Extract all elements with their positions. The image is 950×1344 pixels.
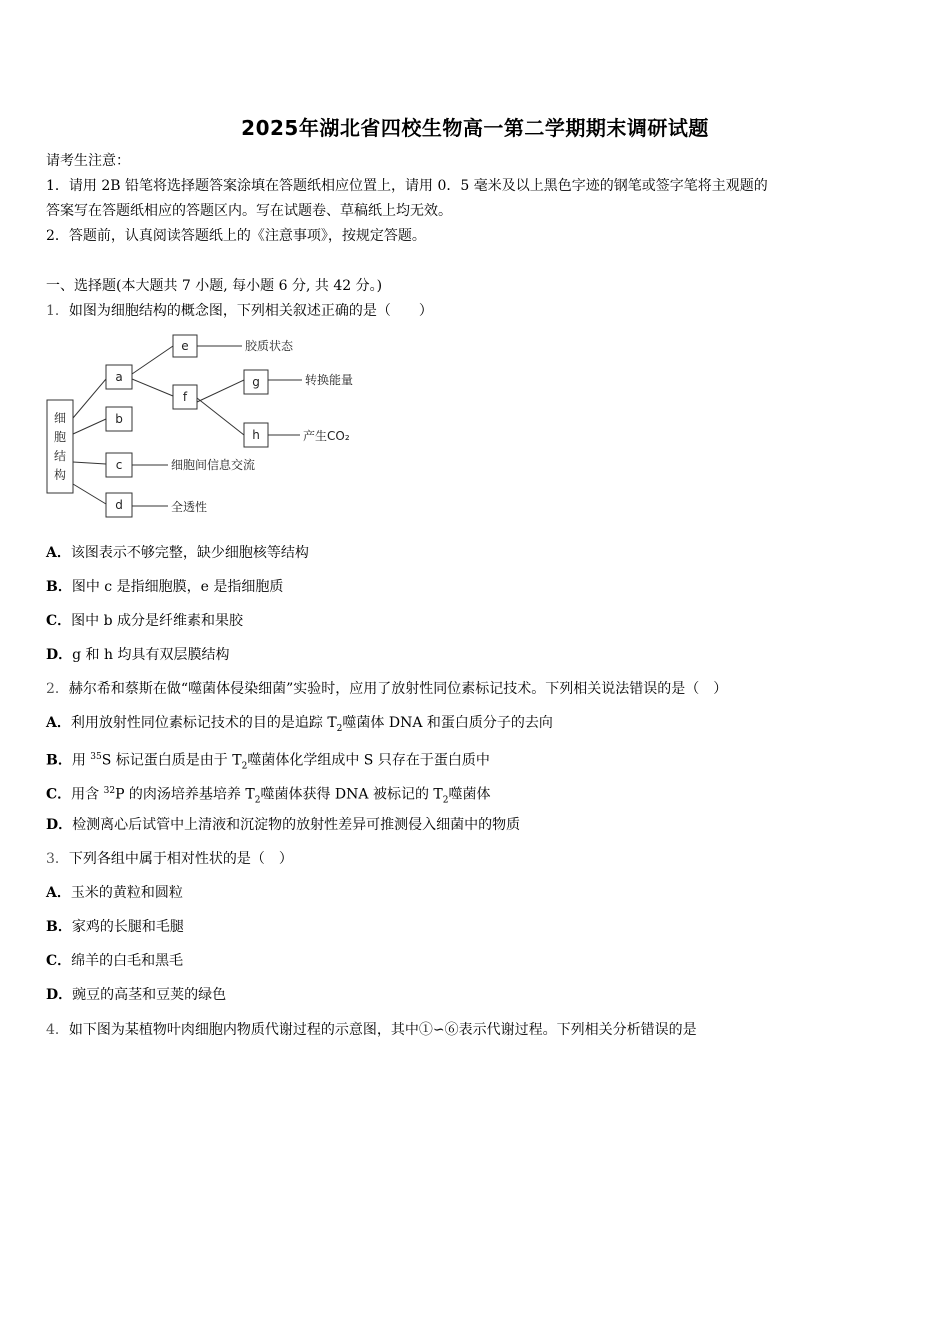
q2-option-c[interactable] (46, 781, 490, 810)
root-char-1: 细 (53, 411, 67, 425)
option-text-cont: S 标记蛋白质是由于 T (101, 752, 242, 769)
q1-option-a[interactable] (46, 543, 309, 563)
node-e: e (181, 339, 189, 353)
subscript: 2 (254, 795, 261, 806)
q1-option-d[interactable] (46, 645, 229, 665)
option-text-end: 噬菌体 (448, 786, 491, 803)
q1-option-c[interactable] (46, 611, 243, 631)
question-text: 下列各组中属于相对性状的是（ ） (68, 851, 293, 867)
notice-item-1: 1．请用 2B 铅笔将选择题答案涂填在答题纸相应位置上，请用 0．5 毫米及以上黑色字迹的钢笔或签字笔将主观题的 (46, 178, 768, 194)
label-g: 转换能量 (305, 373, 354, 387)
root-char-4: 构 (53, 468, 67, 482)
option-text: g 和 h 均具有双层膜结构 (72, 647, 230, 663)
question-2-stem (46, 679, 727, 699)
q3-option-c[interactable] (46, 951, 183, 971)
option-letter: B． (46, 752, 72, 769)
node-h: h (252, 428, 260, 442)
section-heading: 一、选择题(本大题共 7 小题, 每小题 6 分, 共 42 分。) (46, 278, 383, 294)
question-4-stem (46, 1020, 697, 1040)
option-text-end: 噬菌体化学组成中 S 只存在于蛋白质中 (247, 752, 490, 769)
option-letter: C． (46, 786, 72, 803)
superscript: 35 (90, 752, 102, 762)
option-text: 图中 b 成分是纤维素和果胶 (71, 613, 244, 629)
page-title: 2025年湖北省四校生物高一第二学期期末调研试题 (241, 116, 709, 140)
root-char-3: 结 (53, 449, 67, 463)
question-text: 如下图为某植物叶肉细胞内物质代谢过程的示意图，其中①∽⑥表示代谢过程。下列相关分析错误的是 (68, 1022, 697, 1038)
node-c: c (115, 458, 123, 472)
option-text-cont: P 的肉汤培养基培养 T (115, 786, 255, 803)
q3-option-b[interactable] (46, 917, 184, 937)
option-letter: A． (46, 715, 71, 731)
root-char-2: 胞 (53, 430, 67, 444)
notice-heading: 请考生注意： (46, 153, 130, 169)
option-letter: B． (46, 579, 72, 595)
node-f: f (182, 390, 188, 404)
label-c: 细胞间信息交流 (171, 458, 256, 472)
option-text-mid: 噬菌体获得 DNA 被标记的 T (260, 786, 443, 803)
option-text: 家鸡的长腿和毛腿 (71, 919, 184, 935)
q2-option-d[interactable] (46, 815, 520, 835)
option-letter: C． (46, 613, 72, 629)
node-a: a (115, 370, 123, 384)
q3-option-d[interactable] (46, 985, 226, 1005)
node-b: b (115, 412, 123, 426)
option-letter: D． (46, 647, 73, 663)
option-letter: A． (46, 545, 71, 561)
option-text: 用 (71, 752, 91, 769)
question-text: 赫尔希和蔡斯在做“噬菌体侵染细菌”实验时，应用了放射性同位素标记技术。下列相关说法错误的是（ ） (68, 681, 728, 697)
question-3-stem (46, 849, 293, 869)
q2-option-b[interactable] (46, 747, 490, 776)
superscript: 32 (103, 786, 116, 796)
question-number: 2． (46, 681, 69, 697)
option-letter: A． (46, 885, 71, 901)
q1-option-b[interactable] (46, 577, 283, 597)
option-letter: D． (46, 817, 73, 833)
option-text: 该图表示不够完整，缺少细胞核等结构 (70, 545, 309, 561)
label-d: 全透性 (171, 500, 208, 514)
option-text: 图中 c 是指细胞膜，e 是指细胞质 (71, 579, 284, 595)
notice-item-2: 2．答题前，认真阅读答题纸上的《注意事项》，按规定答题。 (46, 228, 426, 244)
option-letter: C． (46, 953, 72, 969)
option-text-cont: 噬菌体 DNA 和蛋白质分子的去向 (342, 715, 553, 731)
option-text: 绵羊的白毛和黑毛 (71, 953, 184, 969)
subscript: 2 (336, 723, 343, 734)
q2-option-a[interactable] (46, 713, 553, 739)
label-e: 胶质状态 (245, 339, 294, 353)
subscript: 2 (442, 795, 449, 806)
q3-option-a[interactable] (46, 883, 183, 903)
question-number: 4． (46, 1022, 69, 1038)
notice-item-1-cont: 答案写在答题纸相应的答题区内。写在试题卷、草稿纸上均无效。 (46, 203, 452, 219)
node-d: d (115, 498, 123, 512)
node-g: g (252, 375, 260, 389)
option-text: 玉米的黄粒和圆粒 (70, 885, 183, 901)
option-letter: B． (46, 919, 72, 935)
option-text: 用含 (71, 786, 104, 803)
option-letter: D． (46, 987, 73, 1003)
option-text: 利用放射性同位素标记技术的目的是追踪 T (70, 715, 337, 731)
question-1-stem (46, 301, 433, 321)
cell-structure-concept-map (44, 334, 374, 524)
option-text: 检测离心后试管中上清液和沉淀物的放射性差异可推测侵入细菌中的物质 (72, 817, 521, 833)
question-number: 1． (46, 303, 69, 319)
question-text: 如图为细胞结构的概念图，下列相关叙述正确的是（ ） (68, 303, 433, 319)
subscript: 2 (241, 761, 248, 772)
option-text: 豌豆的高茎和豆荚的绿色 (72, 987, 227, 1003)
question-number: 3． (46, 851, 69, 867)
label-h: 产生CO₂ (303, 429, 350, 443)
